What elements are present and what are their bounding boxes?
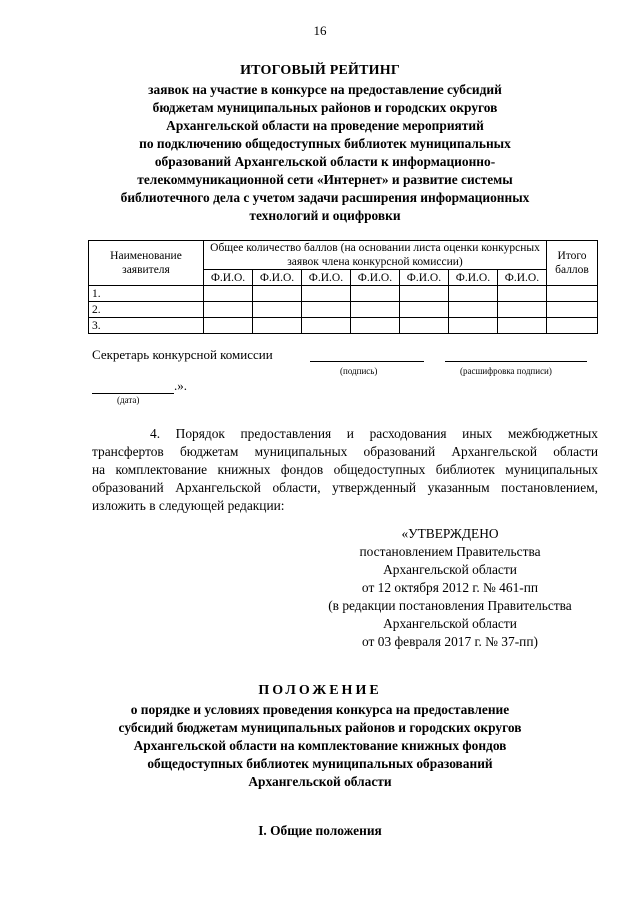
table-cell (547, 318, 598, 334)
table-cell (497, 286, 546, 302)
regulation-subtitle-line: о порядке и условиях проведения конкурса на предоставление (130, 702, 510, 717)
paragraph-line: на комплектование книжных фондов общедоступных библиотек муниципальных (92, 462, 598, 477)
table-cell (252, 286, 301, 302)
date-suffix: .». (174, 378, 187, 393)
header-fio: Ф.И.О. (448, 270, 497, 286)
table-cell (547, 302, 598, 318)
rating-subtitle-line: заявок на участие в конкурсе на предоставление субсидий (148, 82, 502, 97)
paragraph-line: трансфертов бюджетам муниципальных образований Архангельской области (92, 444, 598, 459)
header-scores: Общее количество баллов (на основании листа оценки конкурсных заявок члена конкурсной комиссии) (204, 241, 547, 270)
table-cell (252, 302, 301, 318)
table-cell (399, 286, 448, 302)
table-cell (497, 302, 546, 318)
header-fio: Ф.И.О. (204, 270, 253, 286)
rating-table (88, 240, 598, 334)
header-applicant: Наименование заявителя (89, 241, 204, 286)
regulation-subtitle-line: субсидий бюджетам муниципальных районов и городских округов (118, 720, 522, 735)
header-total: Итого баллов (547, 241, 598, 286)
rating-subtitle (90, 81, 560, 225)
header-fio: Ф.И.О. (350, 270, 399, 286)
table-cell (301, 318, 350, 334)
rating-subtitle-line: телекоммуникационной сети «Интернет» и развитие системы (137, 172, 513, 187)
secretary-label: Секретарь конкурсной комиссии (92, 347, 273, 362)
table-cell (448, 318, 497, 334)
table-row (89, 318, 598, 334)
rating-subtitle-line: технологий и оцифровки (249, 208, 401, 223)
approval-block (300, 525, 600, 651)
table-row (89, 286, 598, 302)
paragraph-4 (92, 425, 598, 515)
signature-hint: (подпись) (340, 366, 378, 376)
rating-subtitle-line: бюджетам муниципальных районов и городских округов (152, 100, 498, 115)
approval-line: (в редакции постановления Правительства (328, 598, 572, 613)
header-fio: Ф.И.О. (399, 270, 448, 286)
regulation-subtitle-line: общедоступных библиотек муниципальных образований (147, 756, 493, 771)
approval-line: «УТВЕРЖДЕНО (401, 526, 499, 541)
table-cell (204, 302, 253, 318)
table-cell (350, 286, 399, 302)
rating-subtitle-line: по подключению общедоступных библиотек муниципальных (139, 136, 511, 151)
table-cell (399, 318, 448, 334)
table-cell (448, 302, 497, 318)
approval-line: Архангельской области (383, 616, 517, 631)
table-cell (350, 302, 399, 318)
table-cell (252, 318, 301, 334)
row-label: 3. (89, 318, 204, 334)
signature-line (310, 361, 424, 362)
table-row (89, 302, 598, 318)
regulation-subtitle (0, 701, 640, 791)
paragraph-line: 4. Порядок предоставления и расходования иных межбюджетных (150, 426, 598, 441)
rating-subtitle-line: образований Архангельской области к информационно- (154, 154, 496, 169)
section-title: I. Общие положения (258, 823, 382, 838)
regulation-subtitle-line: Архангельской области (248, 774, 392, 789)
row-label: 2. (89, 302, 204, 318)
header-fio: Ф.И.О. (497, 270, 546, 286)
rating-subtitle-line: библиотечного дела с учетом задачи расширения информационных (120, 190, 530, 205)
header-fio: Ф.И.О. (301, 270, 350, 286)
table-cell (204, 286, 253, 302)
table-cell (497, 318, 546, 334)
paragraph-line: образований Архангельской области, утвержденный указанным постановлением, (92, 480, 598, 495)
date-hint: (дата) (117, 395, 140, 405)
header-fio: Ф.И.О. (252, 270, 301, 286)
date-line (92, 378, 187, 394)
table-cell (399, 302, 448, 318)
regulation-subtitle-line: Архангельской области на комплектование книжных фондов (133, 738, 507, 753)
decode-hint: (расшифровка подписи) (460, 366, 552, 376)
rating-title: ИТОГОВЫЙ РЕЙТИНГ (240, 63, 400, 78)
regulation-title: ПОЛОЖЕНИЕ (258, 683, 382, 698)
row-label: 1. (89, 286, 204, 302)
approval-line: от 03 февраля 2017 г. № 37-пп) (362, 634, 538, 649)
table-cell (204, 318, 253, 334)
approval-line: от 12 октября 2012 г. № 461-пп (361, 580, 539, 595)
rating-subtitle-line: Архангельской области на проведение мероприятий (166, 118, 484, 133)
table-cell (448, 286, 497, 302)
table-cell (301, 286, 350, 302)
date-underline (92, 381, 174, 394)
page-number: 16 (313, 23, 327, 38)
approval-line: Архангельской области (383, 562, 517, 577)
approval-line: постановлением Правительства (359, 544, 541, 559)
paragraph-line: изложить в следующей редакции: (92, 498, 285, 513)
table-cell (301, 302, 350, 318)
decode-line (445, 361, 587, 362)
table-cell (547, 286, 598, 302)
table-cell (350, 318, 399, 334)
